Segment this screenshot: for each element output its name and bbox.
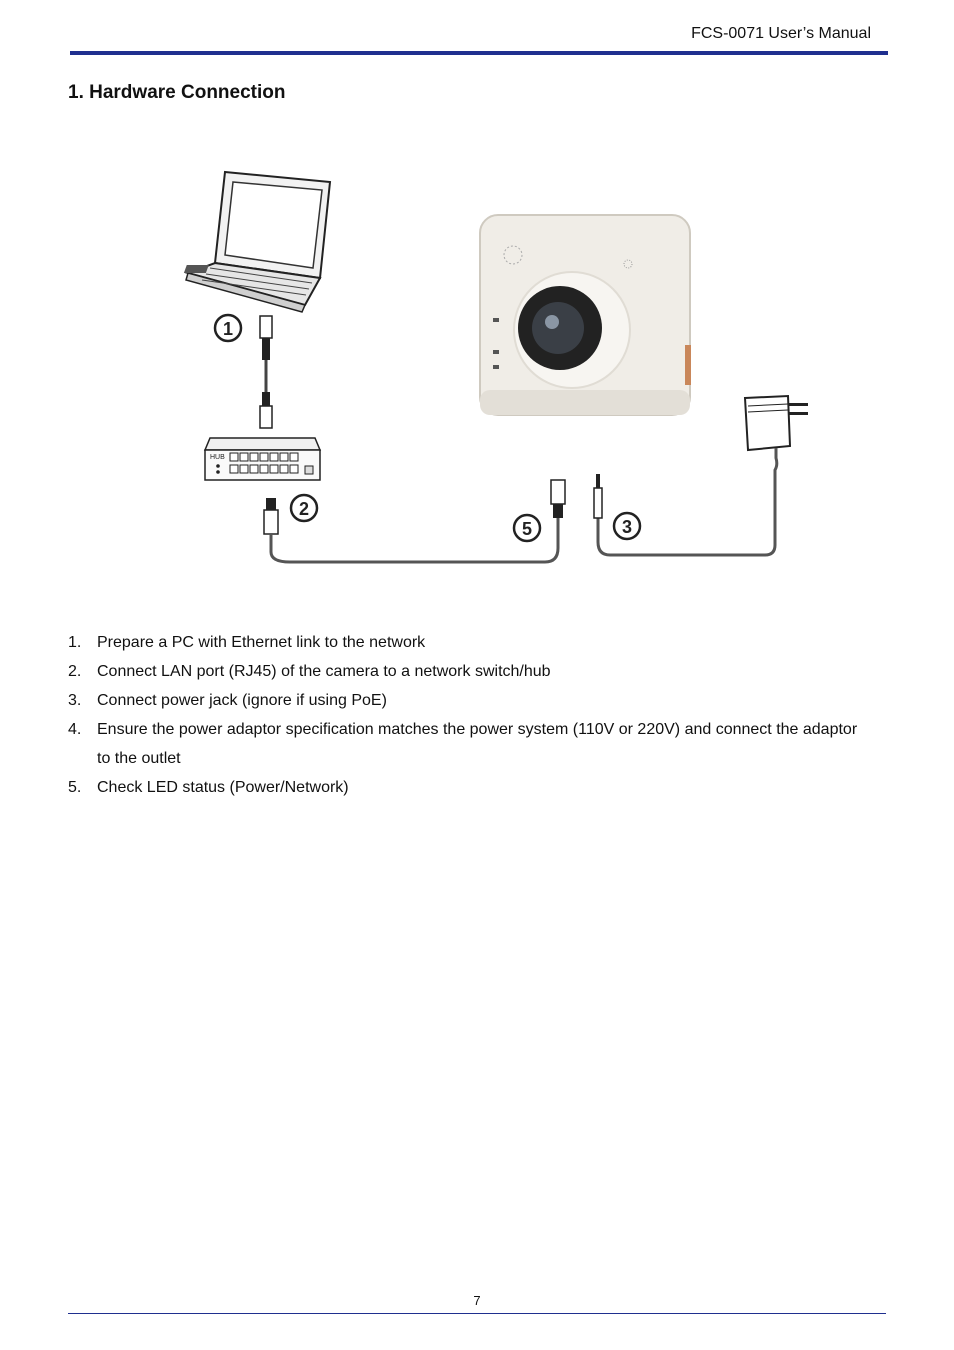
step-text: Ensure the power adaptor specification matches the power system (110V or 220V) and connect the adaptor to the outlet bbox=[97, 721, 858, 767]
step-text: Connect power jack (ignore if using PoE) bbox=[97, 692, 387, 709]
svg-text:5: 5 bbox=[521, 519, 533, 539]
footer-rule bbox=[68, 1313, 886, 1314]
ethernet-cable-pc-hub bbox=[260, 316, 272, 428]
step-number: 4. bbox=[68, 721, 82, 738]
hub-label: HUB bbox=[210, 454, 225, 461]
step-text: Check LED status (Power/Network) bbox=[97, 779, 349, 796]
network-hub bbox=[205, 438, 320, 480]
step-number: 3. bbox=[68, 692, 82, 709]
callout-3 bbox=[614, 513, 640, 539]
page-number: 7 bbox=[473, 1293, 481, 1308]
step-item bbox=[68, 628, 858, 657]
step-text: Prepare a PC with Ethernet link to the network bbox=[97, 634, 426, 651]
laptop-illustration bbox=[184, 172, 330, 312]
callout-1 bbox=[215, 315, 241, 341]
svg-text:2: 2 bbox=[298, 499, 310, 519]
step-item bbox=[68, 773, 858, 802]
step-text: Connect LAN port (RJ45) of the camera to a network switch/hub bbox=[97, 663, 551, 680]
step-number: 5. bbox=[68, 779, 82, 796]
callout-5 bbox=[514, 515, 540, 541]
svg-text:1: 1 bbox=[222, 319, 234, 339]
step-item bbox=[68, 657, 858, 686]
section-heading: 1. Hardware Connection bbox=[68, 82, 286, 103]
callout-2 bbox=[291, 495, 317, 521]
step-item bbox=[68, 686, 858, 715]
header-rule bbox=[70, 51, 888, 55]
svg-text:3: 3 bbox=[621, 517, 633, 537]
step-number: 1. bbox=[68, 634, 82, 651]
step-item bbox=[68, 715, 858, 773]
hardware-connection-figure bbox=[180, 160, 830, 580]
connection-steps-list bbox=[68, 628, 858, 802]
header-title: FCS-0071 User’s Manual bbox=[691, 25, 871, 42]
step-number: 2. bbox=[68, 663, 82, 680]
camera-illustration bbox=[480, 215, 691, 415]
